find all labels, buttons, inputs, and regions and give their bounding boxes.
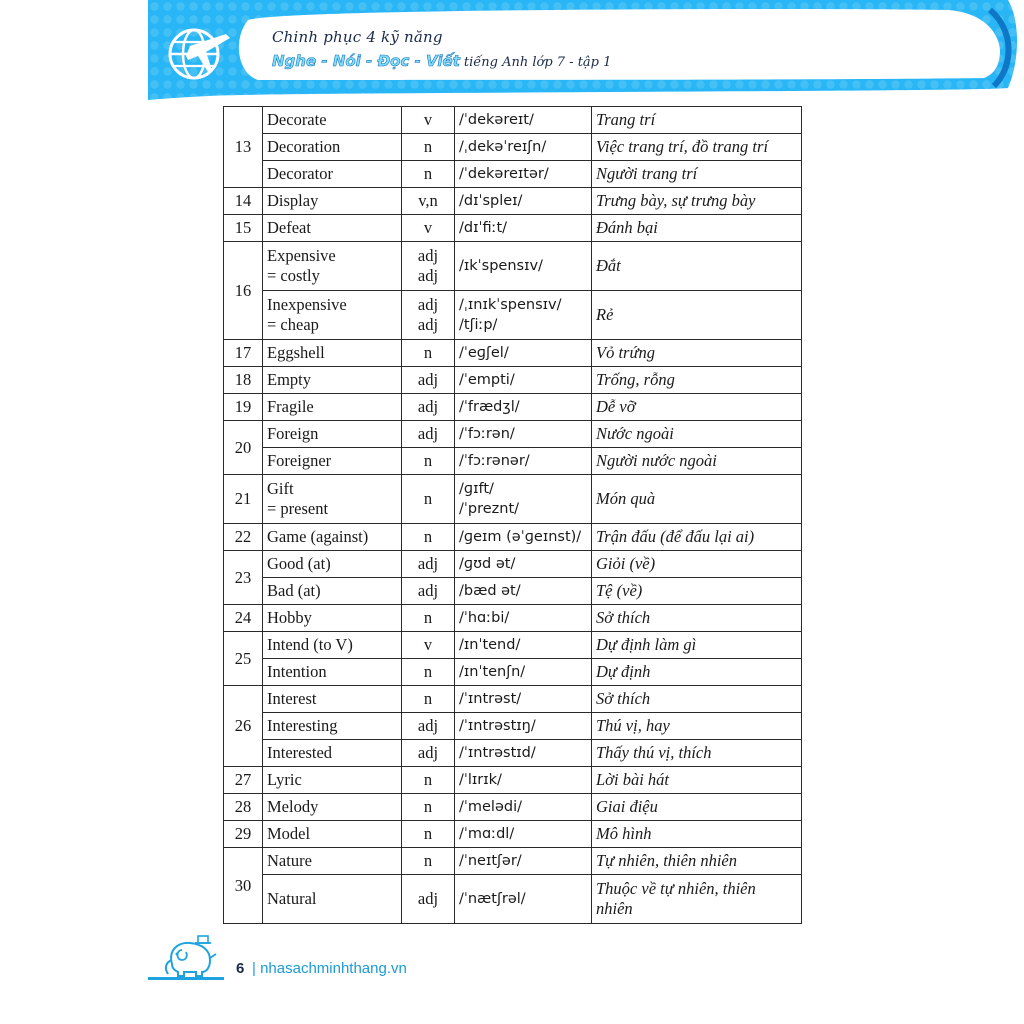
meaning-text: Trận đấu (để đấu lại ai): [596, 527, 755, 546]
table-row: [224, 215, 802, 242]
word-cell: [263, 605, 402, 632]
part-of-speech-cell: [402, 686, 455, 713]
part-of-speech-cell: [402, 875, 455, 924]
pronunciation-cell: [455, 394, 592, 421]
table-row: [224, 713, 802, 740]
meaning-cell: [592, 848, 802, 875]
page-number: 6: [236, 960, 245, 977]
pronunciation-cell: [455, 713, 592, 740]
meaning-text: Lời bài hát: [596, 770, 669, 789]
part-of-speech-text: v: [423, 110, 433, 129]
meaning-cell: [592, 524, 802, 551]
pronunciation-text: /ˈdekəreɪt/: [459, 112, 534, 128]
table-row: [224, 632, 802, 659]
part-of-speech-cell: [402, 794, 455, 821]
pronunciation-cell: [455, 448, 592, 475]
meaning-cell: [592, 448, 802, 475]
meaning-text: Dự định làm gì: [596, 635, 697, 654]
meaning-text: Thú vị, hay: [596, 716, 670, 735]
meaning-text: Mô hình: [596, 824, 652, 843]
part-of-speech-cell: [402, 578, 455, 605]
entry-number: 18: [224, 367, 263, 394]
pronunciation-text: /bæd ət/: [459, 583, 521, 599]
word-cell: [263, 421, 402, 448]
word-text: Natural: [267, 889, 317, 908]
meaning-text: Đắt: [596, 256, 621, 275]
meaning-cell: [592, 551, 802, 578]
part-of-speech-text: n: [423, 489, 433, 508]
part-of-speech-cell: [402, 821, 455, 848]
table-row: [224, 188, 802, 215]
part-of-speech-text: n: [423, 137, 433, 156]
pronunciation-text: /ˈɪntrəst/: [459, 691, 522, 707]
part-of-speech-cell: [402, 632, 455, 659]
pronunciation-text: /ˈlɪrɪk/: [459, 772, 502, 788]
meaning-cell: [592, 340, 802, 367]
part-of-speech-text: n: [423, 527, 433, 546]
word-cell: [263, 107, 402, 134]
meaning-text: Tự nhiên, thiên nhiên: [596, 851, 737, 870]
word-cell: [263, 740, 402, 767]
meaning-cell: [592, 875, 802, 924]
part-of-speech-text: n: [423, 451, 433, 470]
pronunciation-cell: [455, 291, 592, 340]
word-text: Bad (at): [267, 581, 321, 600]
part-of-speech-cell: [402, 107, 455, 134]
meaning-text: Nước ngoài: [596, 424, 674, 443]
meaning-cell: [592, 215, 802, 242]
entry-number: 26: [224, 686, 263, 767]
word-cell: [263, 821, 402, 848]
pronunciation-text: /dɪˈfiːt/: [459, 220, 508, 236]
pronunciation-text: /ɡɪft/: [459, 481, 494, 497]
part-of-speech-cell: [402, 605, 455, 632]
part-of-speech-text: adj: [417, 315, 439, 334]
part-of-speech-text: n: [423, 689, 433, 708]
part-of-speech-cell: [402, 767, 455, 794]
table-row: [224, 767, 802, 794]
meaning-text: Trang trí: [596, 110, 656, 129]
part-of-speech-text: adj: [417, 554, 439, 573]
word-cell: [263, 794, 402, 821]
word-text: Interested: [267, 743, 333, 762]
pronunciation-text: /ˌdekəˈreɪʃn/: [459, 139, 547, 155]
footer-separator: |: [252, 960, 256, 977]
meaning-cell: [592, 394, 802, 421]
meaning-text: Trưng bày, sự trưng bày: [596, 191, 756, 210]
word-text: Foreign: [267, 424, 319, 443]
table-row: [224, 107, 802, 134]
pronunciation-cell: [455, 215, 592, 242]
meaning-text: Giỏi (về): [596, 554, 656, 573]
meaning-cell: [592, 291, 802, 340]
word-cell: [263, 875, 402, 924]
table-row: [224, 686, 802, 713]
part-of-speech-cell: [402, 367, 455, 394]
part-of-speech-text: adj: [417, 716, 439, 735]
word-cell: [263, 686, 402, 713]
part-of-speech-cell: [402, 848, 455, 875]
pronunciation-text: /ɡʊd ət/: [459, 556, 516, 572]
meaning-cell: [592, 713, 802, 740]
pronunciation-cell: [455, 161, 592, 188]
part-of-speech-text: n: [423, 797, 433, 816]
entry-number: 24: [224, 605, 263, 632]
part-of-speech-text: adj: [417, 424, 439, 443]
word-text: Decorator: [267, 164, 333, 183]
meaning-cell: [592, 242, 802, 291]
table-row: [224, 242, 802, 291]
word-text: Model: [267, 824, 311, 843]
entry-number: 30: [224, 848, 263, 924]
word-text: Display: [267, 191, 319, 210]
meaning-text: Người nước ngoài: [596, 451, 717, 470]
meaning-cell: [592, 134, 802, 161]
word-cell: [263, 578, 402, 605]
header-banner: [148, 0, 1024, 100]
word-text: Defeat: [267, 218, 311, 237]
pronunciation-text: /ɪnˈtend/: [459, 637, 521, 653]
meaning-text: Tệ (về): [596, 581, 643, 600]
word-cell: [263, 659, 402, 686]
footer-rule: [148, 977, 224, 980]
table-row: [224, 551, 802, 578]
part-of-speech-text: adj: [417, 889, 439, 908]
word-text: Fragile: [267, 397, 314, 416]
pronunciation-cell: [455, 188, 592, 215]
banner-background: [148, 0, 1024, 100]
meaning-cell: [592, 578, 802, 605]
word-cell: [263, 713, 402, 740]
table-row: [224, 659, 802, 686]
pronunciation-text: /ˈeɡʃel/: [459, 345, 509, 361]
vocabulary-table: [223, 106, 802, 924]
word-text: Intend (to V): [267, 635, 353, 654]
part-of-speech-text: adj: [417, 266, 439, 285]
part-of-speech-cell: [402, 551, 455, 578]
pronunciation-cell: [455, 632, 592, 659]
word-text: Melody: [267, 797, 319, 816]
part-of-speech-cell: [402, 215, 455, 242]
word-text: = costly: [267, 266, 320, 285]
pronunciation-cell: [455, 524, 592, 551]
part-of-speech-cell: [402, 740, 455, 767]
grade-label: tiếng Anh lớp 7 - tập 1: [463, 55, 612, 70]
word-text: Game (against): [267, 527, 369, 546]
pronunciation-cell: [455, 605, 592, 632]
word-text: Intention: [267, 662, 327, 681]
part-of-speech-text: adj: [417, 246, 439, 265]
word-text: Expensive: [267, 246, 336, 265]
word-text: Nature: [267, 851, 312, 870]
entry-number: 22: [224, 524, 263, 551]
globe-airplane-icon: [160, 16, 232, 88]
publisher-website: [252, 960, 407, 977]
part-of-speech-text: n: [423, 662, 433, 681]
pronunciation-text: /ˈmelədi/: [459, 799, 522, 815]
entry-number: 14: [224, 188, 263, 215]
meaning-cell: [592, 767, 802, 794]
word-cell: [263, 134, 402, 161]
part-of-speech-text: adj: [417, 581, 439, 600]
meaning-text: Thuộc về tự nhiên, thiên: [596, 879, 756, 898]
part-of-speech-cell: [402, 134, 455, 161]
table-row: [224, 605, 802, 632]
pronunciation-cell: [455, 340, 592, 367]
meaning-cell: [592, 367, 802, 394]
meaning-cell: [592, 188, 802, 215]
entry-number: 13: [224, 107, 263, 188]
word-text: Foreigner: [267, 451, 332, 470]
word-text: Lyric: [267, 770, 302, 789]
meaning-cell: [592, 632, 802, 659]
table-row: [224, 134, 802, 161]
word-text: Decorate: [267, 110, 327, 129]
word-text: Gift: [267, 479, 294, 498]
part-of-speech-text: v: [423, 635, 433, 654]
meaning-text: Món quà: [596, 489, 656, 508]
part-of-speech-cell: [402, 659, 455, 686]
word-cell: [263, 632, 402, 659]
part-of-speech-cell: [402, 161, 455, 188]
entry-number: 28: [224, 794, 263, 821]
entry-number: 27: [224, 767, 263, 794]
pronunciation-text: /ˈfɔːrənər/: [459, 453, 530, 469]
pronunciation-cell: [455, 578, 592, 605]
meaning-text: Sở thích: [596, 608, 651, 627]
part-of-speech-cell: [402, 524, 455, 551]
word-cell: [263, 524, 402, 551]
table-row: [224, 821, 802, 848]
part-of-speech-text: n: [423, 770, 433, 789]
elephant-mascot-icon: [162, 934, 220, 978]
table-row: [224, 794, 802, 821]
table-row: [224, 367, 802, 394]
part-of-speech-text: n: [423, 851, 433, 870]
meaning-text: Rẻ: [596, 305, 614, 324]
pronunciation-cell: [455, 475, 592, 524]
part-of-speech-text: n: [423, 608, 433, 627]
word-text: Empty: [267, 370, 311, 389]
pronunciation-cell: [455, 551, 592, 578]
part-of-speech-text: n: [423, 824, 433, 843]
meaning-cell: [592, 475, 802, 524]
pronunciation-cell: [455, 767, 592, 794]
word-cell: [263, 161, 402, 188]
word-text: = present: [267, 499, 329, 518]
pronunciation-cell: [455, 367, 592, 394]
part-of-speech-cell: [402, 713, 455, 740]
table-row: [224, 740, 802, 767]
part-of-speech-text: n: [423, 164, 433, 183]
meaning-text: Dễ vỡ: [596, 397, 636, 416]
word-cell: [263, 475, 402, 524]
pronunciation-cell: [455, 242, 592, 291]
word-cell: [263, 188, 402, 215]
part-of-speech-text: n: [423, 343, 433, 362]
meaning-text: Thấy thú vị, thích: [596, 743, 712, 762]
meaning-text: Việc trang trí, đồ trang trí: [596, 137, 769, 156]
word-cell: [263, 367, 402, 394]
pronunciation-cell: [455, 107, 592, 134]
meaning-cell: [592, 421, 802, 448]
part-of-speech-text: v,n: [418, 191, 438, 210]
table-row: [224, 291, 802, 340]
meaning-text: Đánh bại: [596, 218, 658, 237]
website-url: nhasachminhthang.vn: [260, 960, 407, 977]
word-text: Good (at): [267, 554, 331, 573]
word-cell: [263, 767, 402, 794]
pronunciation-text: /ˈfrædʒl/: [459, 399, 520, 415]
pronunciation-cell: [455, 848, 592, 875]
word-cell: [263, 291, 402, 340]
part-of-speech-text: adj: [417, 743, 439, 762]
word-cell: [263, 848, 402, 875]
pronunciation-text: /ɡeɪm (əˈɡeɪnst)/: [459, 529, 582, 545]
entry-number: 29: [224, 821, 263, 848]
entry-number: 21: [224, 475, 263, 524]
meaning-cell: [592, 659, 802, 686]
entry-number: 25: [224, 632, 263, 686]
pronunciation-cell: [455, 821, 592, 848]
part-of-speech-cell: [402, 394, 455, 421]
meaning-cell: [592, 740, 802, 767]
part-of-speech-text: adj: [417, 295, 439, 314]
table-row: [224, 421, 802, 448]
pronunciation-text: /ˈneɪtʃər/: [459, 853, 522, 869]
part-of-speech-cell: [402, 188, 455, 215]
word-cell: [263, 340, 402, 367]
part-of-speech-text: adj: [417, 397, 439, 416]
entry-number: 23: [224, 551, 263, 605]
meaning-cell: [592, 161, 802, 188]
word-text: Hobby: [267, 608, 312, 627]
meaning-text: Người trang trí: [596, 164, 698, 183]
meaning-text: Dự định: [596, 662, 651, 681]
entry-number: 16: [224, 242, 263, 340]
part-of-speech-text: v: [423, 218, 433, 237]
table-row: [224, 475, 802, 524]
table-row: [224, 448, 802, 475]
pronunciation-text: /ˈɪntrəstɪŋ/: [459, 718, 536, 734]
pronunciation-text: /ˌɪnɪkˈspensɪv/: [459, 297, 562, 313]
word-text: Eggshell: [267, 343, 325, 362]
vocabulary-table-body: [224, 107, 802, 924]
pronunciation-text: /ˈɪntrəstɪd/: [459, 745, 536, 761]
part-of-speech-cell: [402, 448, 455, 475]
part-of-speech-cell: [402, 475, 455, 524]
word-cell: [263, 394, 402, 421]
pronunciation-text: /tʃiːp/: [459, 317, 498, 333]
word-cell: [263, 448, 402, 475]
pronunciation-text: /dɪˈspleɪ/: [459, 193, 523, 209]
pronunciation-text: /ˈmɑːdl/: [459, 826, 515, 842]
entry-number: 17: [224, 340, 263, 367]
meaning-text: Giai điệu: [596, 797, 658, 816]
pronunciation-cell: [455, 794, 592, 821]
table-row: [224, 394, 802, 421]
meaning-text: Trống, rỗng: [596, 370, 675, 389]
book-title: Chinh phục 4 kỹ năng: [272, 28, 443, 46]
meaning-text: Sở thích: [596, 689, 651, 708]
table-row: [224, 161, 802, 188]
meaning-cell: [592, 107, 802, 134]
pronunciation-text: /ˈpreznt/: [459, 501, 520, 517]
book-subtitle: [272, 52, 611, 71]
entry-number: 15: [224, 215, 263, 242]
entry-number: 19: [224, 394, 263, 421]
meaning-text: nhiên: [596, 899, 633, 918]
part-of-speech-cell: [402, 340, 455, 367]
part-of-speech-cell: [402, 421, 455, 448]
pronunciation-cell: [455, 659, 592, 686]
pronunciation-text: /ˈempti/: [459, 372, 515, 388]
word-text: = cheap: [267, 315, 319, 334]
word-text: Interest: [267, 689, 317, 708]
skills-label: Nghe - Nói - Đọc - Viết: [272, 52, 460, 70]
word-cell: [263, 215, 402, 242]
part-of-speech-cell: [402, 242, 455, 291]
pronunciation-text: /ˈnætʃrəl/: [459, 891, 526, 907]
entry-number: 20: [224, 421, 263, 475]
pronunciation-cell: [455, 740, 592, 767]
table-row: [224, 524, 802, 551]
pronunciation-text: /ˈdekəreɪtər/: [459, 166, 549, 182]
meaning-cell: [592, 686, 802, 713]
word-cell: [263, 551, 402, 578]
meaning-text: Vỏ trứng: [596, 343, 655, 362]
meaning-cell: [592, 605, 802, 632]
meaning-cell: [592, 821, 802, 848]
word-text: Interesting: [267, 716, 338, 735]
part-of-speech-cell: [402, 291, 455, 340]
pronunciation-text: /ˈfɔːrən/: [459, 426, 515, 442]
word-cell: [263, 242, 402, 291]
pronunciation-cell: [455, 134, 592, 161]
pronunciation-cell: [455, 686, 592, 713]
pronunciation-cell: [455, 875, 592, 924]
part-of-speech-text: adj: [417, 370, 439, 389]
pronunciation-cell: [455, 421, 592, 448]
table-row: [224, 848, 802, 875]
meaning-cell: [592, 794, 802, 821]
pronunciation-text: /ɪkˈspensɪv/: [459, 258, 543, 274]
table-row: [224, 875, 802, 924]
pronunciation-text: /ɪnˈtenʃn/: [459, 664, 526, 680]
table-row: [224, 578, 802, 605]
pronunciation-text: /ˈhɑːbi/: [459, 610, 510, 626]
word-text: Inexpensive: [267, 295, 347, 314]
table-row: [224, 340, 802, 367]
word-text: Decoration: [267, 137, 341, 156]
